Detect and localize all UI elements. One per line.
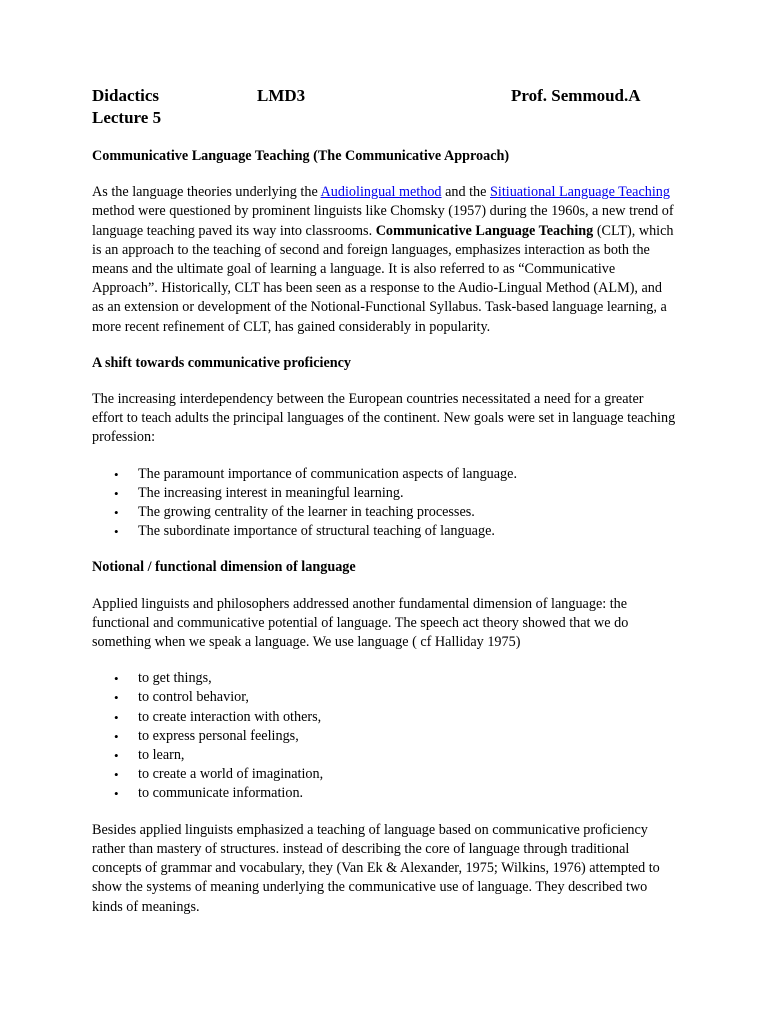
- intro-text-4: (CLT), which is an approach to the teaching of second and foreign languages, emphasizes interaction as both the means and the ultimate goal of learning a language. It is also referred to as “Communicative Approach”. Historically, CLT has been seen as a response to the Audio-Lingual Method (ALM), and as an extension or development of the Notional-Functional Syllabus. Task-based language learning, a more recent refinement of CLT, has gained considerably in popularity.: [92, 222, 674, 335]
- list-item: • to create a world of imagination,: [138, 765, 676, 784]
- intro-text-3: method were questioned by prominent linguists like Chomsky (1957) during the 1960s, a new trend of language teaching paved its way into classrooms.: [92, 203, 674, 239]
- list-item: • The growing centrality of the learner in teaching processes.: [138, 503, 676, 522]
- intro-bold-term: Communicative Language Teaching: [375, 222, 594, 239]
- section-heading-shift: A shift towards communicative proficiency: [92, 354, 352, 371]
- list-item: • to get things,: [138, 669, 676, 688]
- lecture-number: Lecture 5: [92, 108, 162, 127]
- intro-text-1: As the language theories underlying the: [92, 184, 321, 201]
- audiolingual-method-link[interactable]: Audiolingual method: [320, 184, 442, 201]
- intro-paragraph: [92, 183, 676, 337]
- course-name: Didactics: [92, 86, 160, 105]
- situational-language-teaching-link[interactable]: Sitiuational Language Teaching: [489, 184, 670, 201]
- list-item: • to learn,: [138, 746, 676, 765]
- list-item: • to express personal feelings,: [138, 727, 676, 746]
- document-body: [92, 147, 676, 917]
- list-item: • The increasing interest in meaningful learning.: [138, 484, 676, 503]
- intro-text-2: and the: [441, 184, 490, 201]
- language-uses-list: [92, 669, 676, 803]
- list-item: • The paramount importance of communication aspects of language.: [138, 465, 676, 484]
- section-shift-paragraph: The increasing interdependency between the European countries necessitated a need for a greater effort to teach adults the principal languages of the continent. New goals were set in language teaching profession:: [92, 391, 676, 446]
- list-item: • to communicate information.: [138, 784, 676, 803]
- course-level: LMD3: [257, 86, 306, 105]
- section-heading-notional: Notional / functional dimension of language: [92, 559, 356, 576]
- list-item: • to control behavior,: [138, 688, 676, 707]
- section-notional-paragraph: Applied linguists and philosophers addressed another fundamental dimension of language: the functional and communicative potential of language. The speech act theory showed that we do something when we speak a language. We use language ( cf Halliday 1975): [92, 595, 629, 651]
- document-header: [92, 86, 672, 108]
- goals-list: [92, 465, 676, 542]
- closing-paragraph: Besides applied linguists emphasized a teaching of language based on communicative proficiency rather than mastery of structures. instead of describing the core of language through traditional concepts of grammar and vocabulary, they (Van Ek & Alexander, 1975; Wilkins, 1976) attempted to show the systems of meaning underlying the communicative use of language. They described two kinds of meanings.: [92, 821, 660, 915]
- document-title: Communicative Language Teaching (The Communicative Approach): [92, 148, 510, 164]
- professor-name: Prof. Semmoud.A: [511, 86, 641, 105]
- list-item: • The subordinate importance of structural teaching of language.: [138, 522, 676, 541]
- list-item: • to create interaction with others,: [138, 708, 676, 727]
